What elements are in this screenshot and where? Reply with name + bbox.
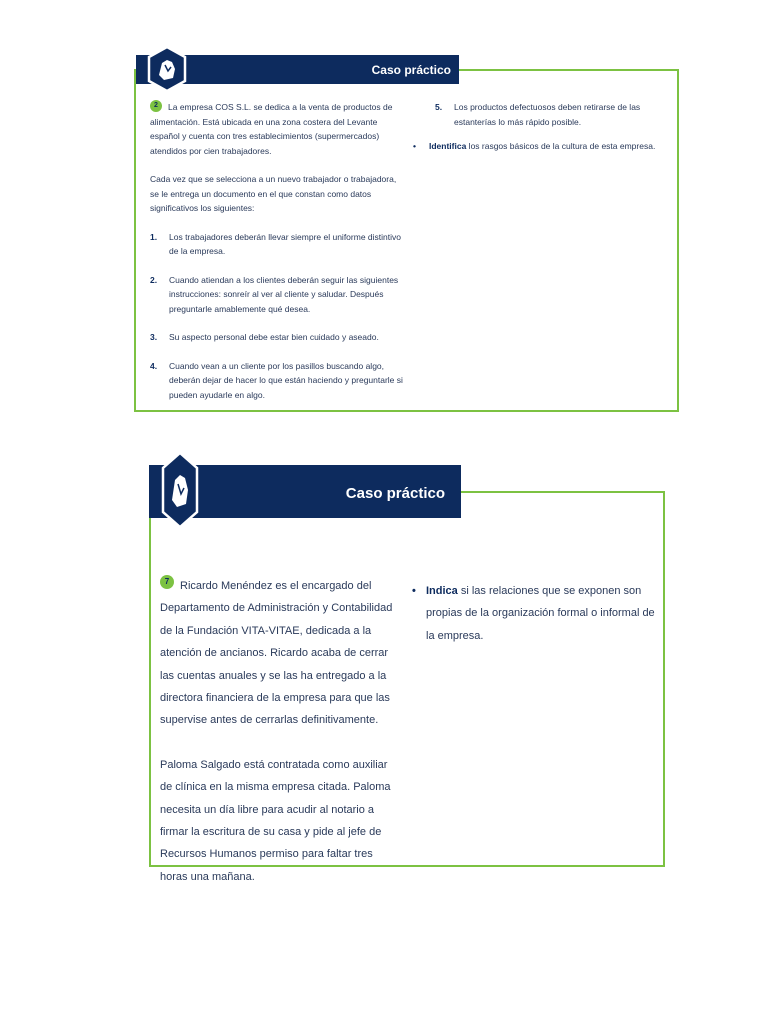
case-2-left-column <box>160 575 400 888</box>
case-2-number-badge: 7 <box>160 575 174 589</box>
list-item-number: 1. <box>150 231 158 242</box>
bullet-icon: • <box>413 141 416 151</box>
list-item-number: 5. <box>435 102 443 112</box>
list-item-number: 3. <box>150 332 158 342</box>
case-1-intro-text: La empresa COS S.L. se dedica a la venta de productos de alimentación. Está ubicada en una zona costera del Levante español y cuenta con tres establecimientos (supermercados) atendidos por cien trabajadores. <box>150 102 393 156</box>
case-2-task <box>412 580 657 647</box>
list-item-text: Cuando atiendan a los clientes deberán seguir las siguientes instrucciones: sonreír al ver al cliente y saludar. Después preguntarle amablemente qué desea. <box>169 274 399 314</box>
list-item-number: 4. <box>150 360 158 371</box>
case-2-task-body: si las relaciones que se exponen son propias de la organización formal o informal de la empresa. <box>426 585 655 642</box>
case-1-task-body: los rasgos básicos de la cultura de esta empresa. <box>466 141 656 151</box>
list-item-text: Los trabajadores deberán llevar siempre el uniforme distintivo de la empresa. <box>169 231 401 256</box>
list-item-text: Los productos defectuosos deben retirarse de las estanterías lo más rápido posible. <box>454 102 641 127</box>
case-2-task-text <box>426 580 657 647</box>
bullet-icon: • <box>412 585 416 597</box>
case-1-title: Caso práctico <box>371 63 451 77</box>
case-1-intro-2: Cada vez que se selecciona a un nuevo trabajador o trabajadora, se le entrega un documento en el que constan como datos significativos los siguientes: <box>150 174 397 213</box>
hexagon-hand-logo-icon <box>160 450 200 530</box>
case-2-task-keyword: Indica <box>426 585 458 597</box>
case-2-paragraph-2: Paloma Salgado está contratada como auxiliar de clínica en la misma empresa citada. Paloma necesita un día libre para acudir al notario a firmar la escritura de su casa y pide al jefe de Recursos Humanos permiso para faltar tres horas una mañana. <box>160 758 391 883</box>
case-2-paragraph-1-text: Ricardo Menéndez es el encargado del Departamento de Administración y Contabilidad de la Fundación VITA-VITAE, dedicada a la atención de ancianos. Ricardo acaba de cerrar las cuentas anuales y se las ha entregado a la directora financiera de la empresa para que las supervise antes de cerrarlas definitivamente. <box>160 580 393 727</box>
case-2-title: Caso práctico <box>345 485 445 502</box>
list-item-text: Su aspecto personal debe estar bien cuidado y aseado. <box>169 332 379 342</box>
case-1-task-keyword: Identifica <box>429 141 467 151</box>
case-1-number-badge: 2 <box>150 100 162 112</box>
list-item-text: Cuando vean a un cliente por los pasillos buscando algo, deberán dejar de hacer lo que están haciendo y preguntarle si pueden ayudarle en algo. <box>169 360 403 400</box>
case-2-right-column <box>412 580 657 647</box>
case-2-header-line <box>461 491 664 493</box>
list-item-number: 2. <box>150 274 158 285</box>
case-2-paragraph-1 <box>160 575 400 732</box>
